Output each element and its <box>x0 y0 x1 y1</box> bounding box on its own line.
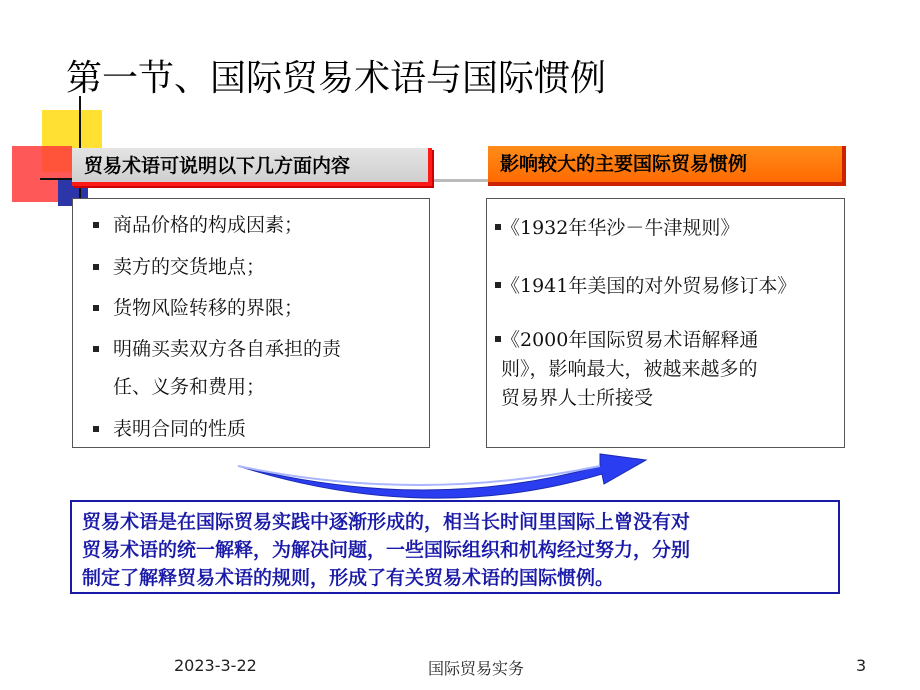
right-item-continued: 贸易界人士所接受 <box>501 387 654 409</box>
bullet-icon <box>93 426 99 432</box>
left-item: 商品价格的构成因素； <box>113 214 304 236</box>
page-title: 第一节、国际贸易术语与国际惯例 <box>66 58 607 99</box>
right-item: 《1941年美国的对外贸易修订本》 <box>501 275 797 297</box>
curved-arrow-icon <box>228 444 668 506</box>
summary-line: 制定了解释贸易术语的规则，形成了有关贸易术语的国际惯例。 <box>82 567 615 589</box>
left-item: 明确买卖双方各自承担的责 <box>113 338 342 360</box>
right-item: 《1932年华沙－牛津规则》 <box>501 217 740 239</box>
left-item: 货物风险转移的界限； <box>113 297 304 319</box>
footer-title: 国际贸易实务 <box>428 659 525 678</box>
bullet-icon <box>93 305 99 311</box>
left-item-continued: 任、义务和费用； <box>113 376 266 398</box>
summary-line: 贸易术语的统一解释，为解决问题，一些国际组织和机构经过努力，分别 <box>82 539 691 561</box>
bullet-icon <box>93 222 99 228</box>
right-item: 《2000年国际贸易术语解释通 <box>501 329 759 351</box>
right-panel-box <box>486 198 845 448</box>
left-panel-box <box>72 198 430 448</box>
left-item: 卖方的交货地点； <box>113 256 266 278</box>
bullet-icon <box>93 346 99 352</box>
footer-date: 2023-3-22 <box>174 656 257 675</box>
left-panel-header: 贸易术语可说明以下几方面内容 <box>72 148 432 186</box>
summary-line: 贸易术语是在国际贸易实践中逐渐形成的，相当长时间里国际上曾没有对 <box>82 511 691 533</box>
connector-line <box>430 179 490 182</box>
left-item: 表明合同的性质 <box>113 418 247 440</box>
right-item-continued: 则》，影响最大，被越来越多的 <box>501 358 758 380</box>
summary-text <box>82 508 832 592</box>
footer-page-number: 3 <box>856 656 867 675</box>
summary-box <box>70 500 840 594</box>
right-panel-header: 影响较大的主要国际贸易惯例 <box>488 146 846 186</box>
bullet-icon <box>93 264 99 270</box>
